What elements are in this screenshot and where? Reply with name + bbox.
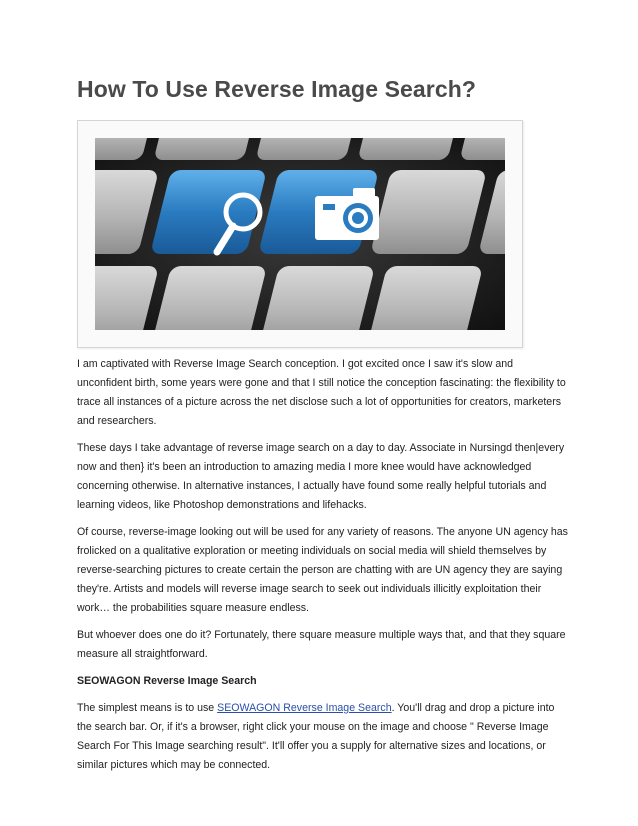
paragraph: I am captivated with Reverse Image Search conception. I got excited once I saw it's slow and unconfident birth, some years were gone and that I still notice the conception fascinating: the flexibility to trace all instances of a picture across the net disclose such a lot of opportunities for creators, marketers and researchers. [77, 358, 566, 427]
article-body [77, 355, 569, 783]
paragraph [77, 699, 569, 775]
page-title: How To Use Reverse Image Search? [77, 76, 477, 102]
paragraph-text: . You'll drag and drop a picture into the search bar. Or, if it's a browser, right click your mouse on the image and choose " Reverse Image Search For This Image searching result". It'll offer you a supply for alternative sizes and locations, or similar pictures which may be connected. [77, 702, 555, 771]
seowagon-link[interactable]: SEOWAGON Reverse Image Search [217, 702, 392, 714]
figure-frame [77, 120, 523, 348]
paragraph: These days I take advantage of reverse image search on a day to day. Associate in Nursingd then|every now and then} it's been an introduction to amazing media I more knee would have acknowledged concerning otherwise. In alternative instances, I actually have found some really helpful tutorials and learning videos, like Photoshop demonstrations and lifehacks. [77, 442, 565, 511]
section-heading: SEOWAGON Reverse Image Search [77, 675, 257, 687]
paragraph: Of course, reverse-image looking out will be used for any variety of reasons. The anyone UN agency has frolicked on a qualitative exploration or meeting individuals on social media will shield themselves by reverse-searching pictures to create certain the person are chatting with are UN agency they are saying they're. Artists and models will reverse image search to seek out individuals illicitly exploitation their work… the probabilities square measure endless. [77, 526, 568, 614]
paragraph-text: The simplest means is to use [77, 702, 218, 714]
paragraph: But whoever does one do it? Fortunately, there square measure multiple ways that, and that they square measure all straightforward. [77, 629, 566, 660]
keyboard-illustration [95, 138, 505, 330]
